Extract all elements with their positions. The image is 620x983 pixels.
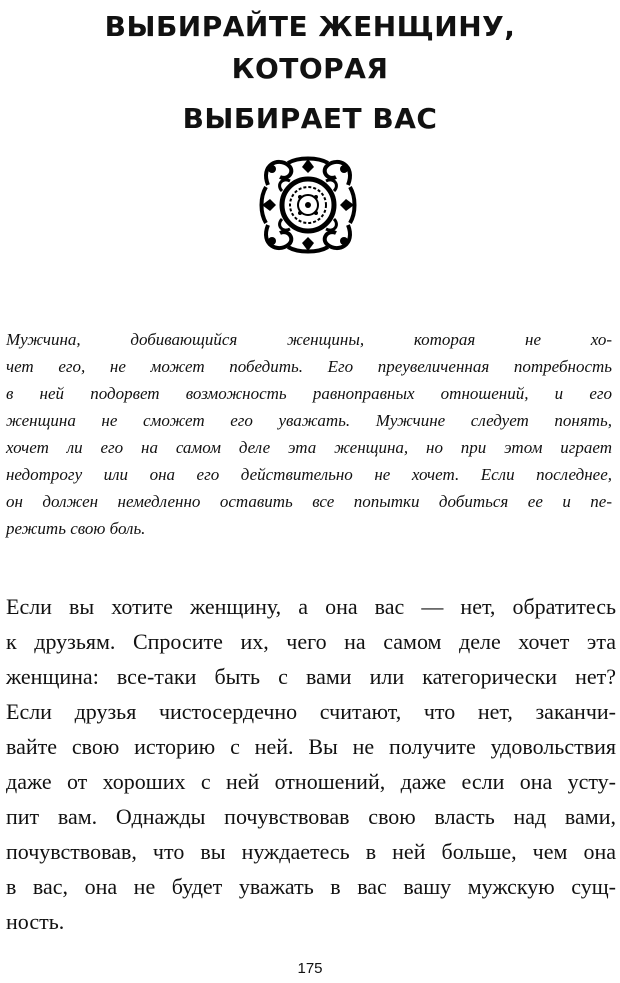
- body-line: Если вы хотите женщину, а она вас — нет, обратитесь: [6, 594, 616, 619]
- body-line: женщина: все-таки быть с вами или категорически нет?: [6, 664, 616, 689]
- body-line: к друзьям. Спросите их, чего на самом деле хочет эта: [6, 629, 616, 654]
- title-line-3: ВЫБИРАЕТ ВАС: [182, 102, 438, 135]
- epigraph-line: Мужчина, добивающийся женщины, которая не хо-: [6, 330, 612, 349]
- body-line: Если друзья чистосердечно считают, что нет, заканчи-: [6, 699, 616, 724]
- epigraph-line: хочет ли его на самом деле эта женщина, но при этом играет: [6, 438, 612, 457]
- body-line: вайте свою историю с ней. Вы не получите удовольствия: [6, 734, 616, 759]
- body-line: в вас, она не будет уважать в вас вашу мужскую сущ-: [6, 874, 616, 899]
- epigraph-line: в ней подорвет возможность равноправных отношений, и его: [6, 384, 612, 403]
- page-number: 175: [297, 960, 323, 977]
- body-line: пит вам. Однажды почувствовав свою власть над вами,: [6, 804, 616, 829]
- epigraph-line: недотрогу или она его действительно не хочет. Если последнее,: [6, 465, 612, 484]
- epigraph-line: режить свою боль.: [6, 519, 146, 538]
- body-line: почувствовав, что вы нуждаетесь в ней больше, чем она: [6, 839, 616, 864]
- title-line-2: КОТОРАЯ: [231, 52, 389, 85]
- epigraph-line: чет его, не может победить. Его преувеличенная потребность: [6, 357, 612, 376]
- decorative-ornament-icon: [258, 155, 358, 255]
- epigraph-line: он должен немедленно оставить все попытки добиться ее и пе-: [6, 492, 612, 511]
- title-line-1: ВЫБИРАЙТЕ ЖЕНЩИНУ,: [104, 10, 516, 43]
- epigraph-line: женщина не сможет его уважать. Мужчине следует понять,: [6, 411, 612, 430]
- body-line: ность.: [6, 909, 65, 934]
- body-line: даже от хороших с ней отношений, даже если она усту-: [6, 769, 616, 794]
